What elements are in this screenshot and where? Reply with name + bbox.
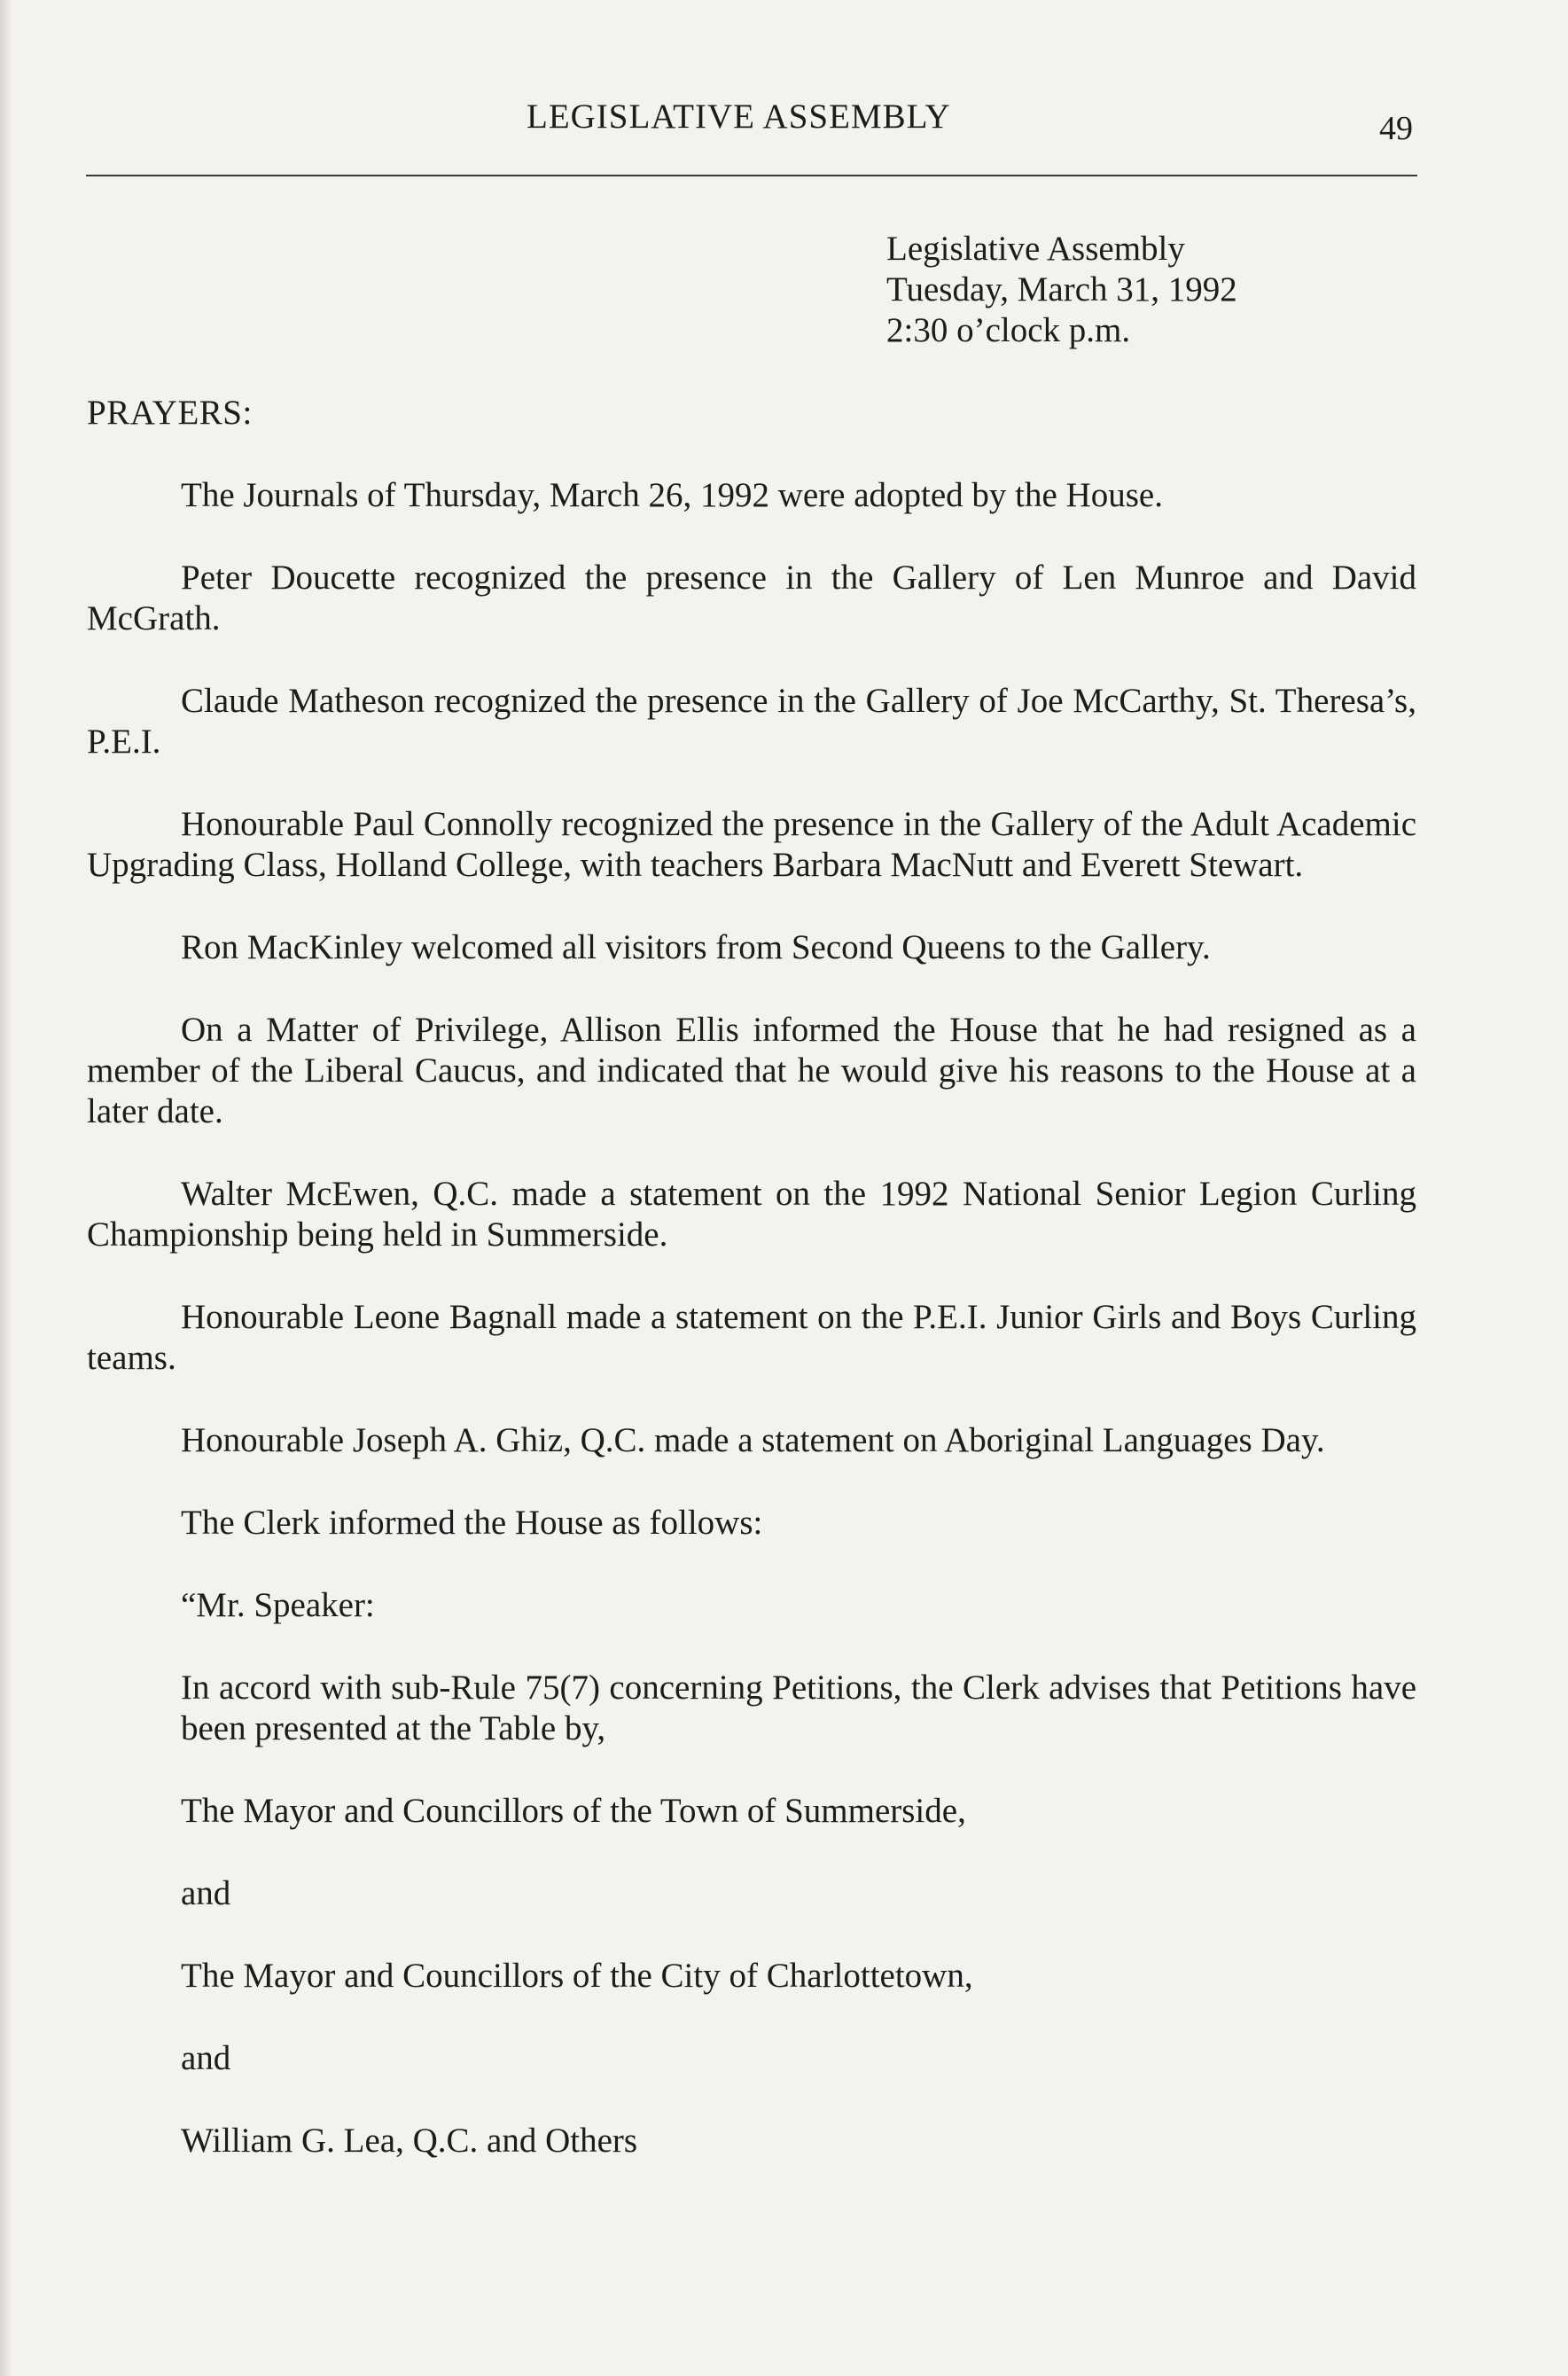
petitioner-lea: William G. Lea, Q.C. and Others (181, 2122, 638, 2160)
dateline-date: Tuesday, March 31, 1992 (886, 270, 1237, 309)
journal-paragraph: Walter McEwen, Q.C. made a statement on the 1992 National Senior Legion Curling Championship being held in Summerside. (87, 1175, 1416, 1254)
dateline (886, 229, 1237, 351)
page-edge-shadow (0, 0, 12, 2376)
conjunction-and: and (181, 2039, 231, 2077)
journal-body (87, 475, 1416, 2203)
journal-paragraph: Ron MacKinley welcomed all visitors from Second Queens to the Gallery. (181, 928, 1211, 966)
running-head: LEGISLATIVE ASSEMBLY (527, 98, 951, 136)
header-rule (86, 175, 1417, 176)
journal-paragraph: Honourable Joseph A. Ghiz, Q.C. made a statement on Aboriginal Languages Day. (181, 1421, 1325, 1459)
page-number: 49 (1379, 110, 1413, 147)
journal-paragraph: Honourable Paul Connolly recognized the presence in the Gallery of the Adult Academic Upgrading Class, Holland College, with teachers Barbara MacNutt and Everett Stewart. (87, 805, 1416, 884)
clerk-petition-notice: In accord with sub-Rule 75(7) concerning Petitions, the Clerk advises that Petitions have been presented at the Table by, (181, 1669, 1416, 1747)
petitioner-summerside: The Mayor and Councillors of the Town of Summerside, (181, 1792, 966, 1830)
journal-paragraph: Honourable Leone Bagnall made a statement on the P.E.I. Junior Girls and Boys Curling teams. (87, 1298, 1416, 1377)
journal-paragraph: The Clerk informed the House as follows: (181, 1504, 763, 1542)
clerk-salutation: “Mr. Speaker: (181, 1586, 375, 1624)
journal-paragraph: The Journals of Thursday, March 26, 1992 were adopted by the House. (181, 476, 1163, 514)
prayers-heading: PRAYERS: (87, 394, 253, 432)
dateline-assembly: Legislative Assembly (886, 230, 1185, 268)
journal-paragraph: Claude Matheson recognized the presence in the Gallery of Joe McCarthy, St. Theresa’s, P.E.I. (87, 682, 1416, 761)
journal-paragraph: On a Matter of Privilege, Allison Ellis informed the House that he had resigned as a member of the Liberal Caucus, and indicated that he would give his reasons to the House at a later date. (87, 1011, 1416, 1130)
dateline-time: 2:30 o’clock p.m. (886, 311, 1131, 349)
conjunction-and: and (181, 1874, 231, 1912)
journal-paragraph: Peter Doucette recognized the presence in the Gallery of Len Munroe and David McGrath. (87, 559, 1416, 637)
petitioner-charlottetown: The Mayor and Councillors of the City of Charlottetown, (181, 1957, 973, 1995)
